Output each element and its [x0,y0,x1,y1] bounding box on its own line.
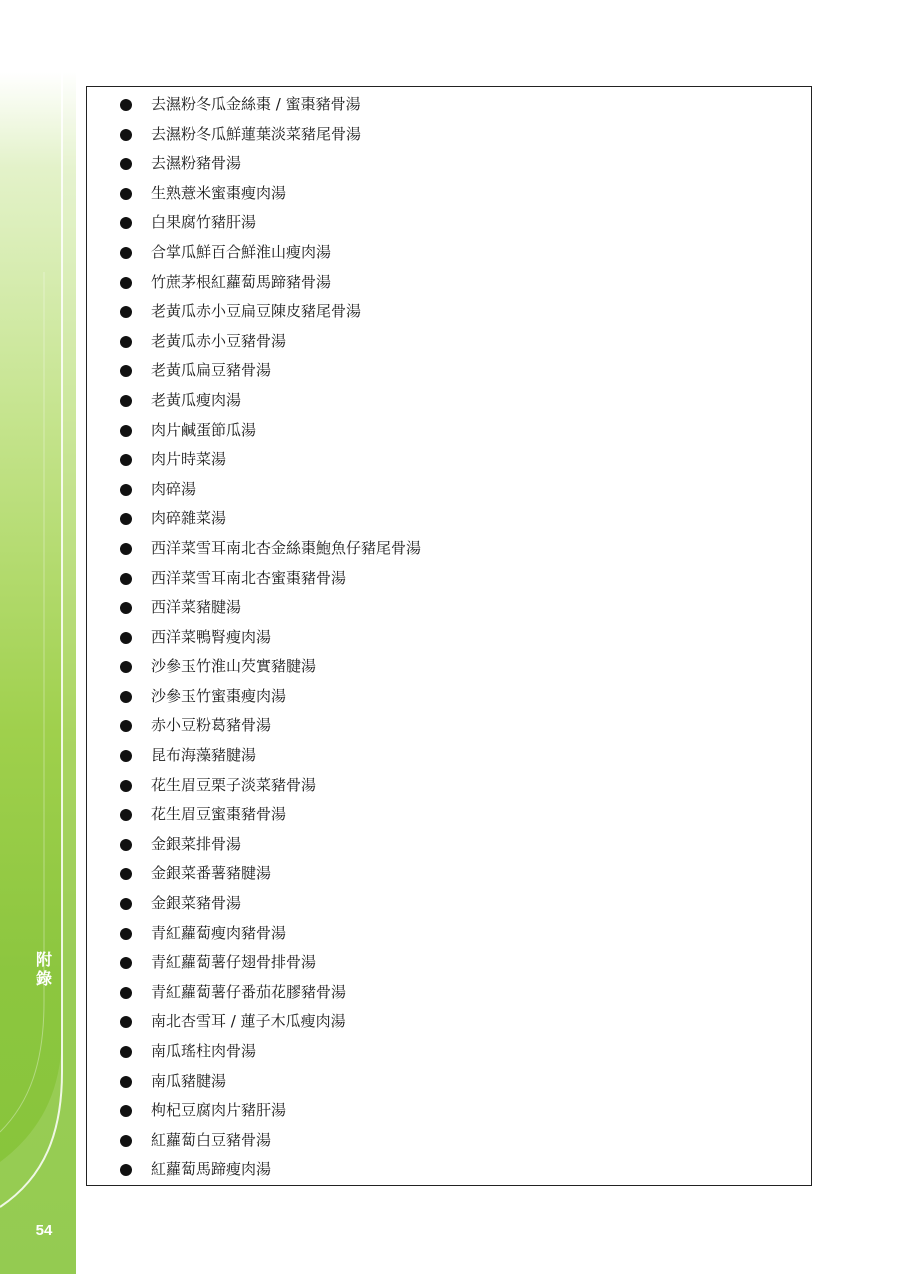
recipe-name: 花生眉豆蜜棗豬骨湯 [151,805,287,824]
bullet-icon [120,188,132,200]
side-tab [0,72,76,1274]
list-item [87,800,811,830]
recipe-name: 金銀菜番薯豬腱湯 [151,864,272,883]
bullet-icon [120,868,132,880]
recipe-list [87,90,811,1185]
bullet-icon [120,780,132,792]
recipe-name: 肉片鹹蛋節瓜湯 [151,420,257,439]
recipe-name: 青紅蘿蔔薯仔番茄花膠豬骨湯 [151,982,347,1001]
recipe-name: 老黃瓜扁豆豬骨湯 [151,361,272,380]
list-item [87,268,811,298]
bullet-icon [120,1046,132,1058]
list-item [87,564,811,594]
recipe-name: 西洋菜雪耳南北杏蜜棗豬骨湯 [151,568,347,587]
recipe-name: 沙參玉竹淮山芡實豬腱湯 [151,657,317,676]
bullet-icon [120,306,132,318]
list-item [87,1007,811,1037]
recipe-name: 赤小豆粉葛豬骨湯 [151,716,272,735]
bullet-icon [120,1076,132,1088]
list-item [87,504,811,534]
recipe-name: 肉片時菜湯 [151,450,227,469]
recipe-name: 白果腐竹豬肝湯 [151,213,257,232]
recipe-name: 生熟薏米蜜棗瘦肉湯 [151,183,287,202]
decorative-curve [0,72,76,1274]
list-item [87,416,811,446]
recipe-name: 老黃瓜赤小豆豬骨湯 [151,331,287,350]
recipe-name: 合掌瓜鮮百合鮮淮山瘦肉湯 [151,242,332,261]
list-item [87,948,811,978]
bullet-icon [120,484,132,496]
recipe-name: 金銀菜排骨湯 [151,834,242,853]
recipe-name: 南瓜瑤柱肉骨湯 [151,1042,257,1060]
list-item [87,859,811,889]
list-item [87,1067,811,1097]
recipe-name: 去濕粉冬瓜金絲棗 / 蜜棗豬骨湯 [151,95,361,113]
recipe-name: 老黃瓜瘦肉湯 [151,390,242,409]
list-item [87,90,811,120]
list-item [87,741,811,771]
list-item [87,179,811,209]
list-item [87,445,811,475]
bullet-icon [120,661,132,673]
list-item [87,771,811,801]
bullet-icon [120,987,132,999]
bullet-icon [120,158,132,170]
list-item [87,356,811,386]
list-item [87,652,811,682]
recipe-name: 南瓜豬腱湯 [151,1071,227,1090]
bullet-icon [120,898,132,910]
list-item [87,238,811,268]
list-item [87,830,811,860]
list-item [87,120,811,150]
recipe-name: 去濕粉豬骨湯 [151,154,242,173]
list-item [87,297,811,327]
bullet-icon [120,277,132,289]
bullet-icon [120,99,132,111]
bullet-icon [120,336,132,348]
page-number: 54 [35,1222,53,1239]
recipe-name: 竹蔗茅根紅蘿蔔馬蹄豬骨湯 [151,272,332,291]
bullet-icon [120,1016,132,1028]
list-item [87,386,811,416]
recipe-name: 青紅蘿蔔薯仔翅骨排骨湯 [151,953,317,972]
bullet-icon [120,573,132,585]
recipe-name: 肉碎湯 [151,479,197,498]
bullet-icon [120,1105,132,1117]
bullet-icon [120,691,132,703]
list-item [87,475,811,505]
list-item [87,327,811,357]
bullet-icon [120,513,132,525]
recipe-name: 西洋菜鴨腎瘦肉湯 [151,627,272,646]
list-item [87,1126,811,1156]
bullet-icon [120,217,132,229]
bullet-icon [120,395,132,407]
bullet-icon [120,602,132,614]
section-label: 附錄 [35,950,52,988]
list-item [87,889,811,919]
list-item [87,208,811,238]
recipe-list-box [86,86,812,1186]
bullet-icon [120,632,132,644]
bullet-icon [120,454,132,466]
bullet-icon [120,1135,132,1147]
bullet-icon [120,365,132,377]
bullet-icon [120,247,132,259]
list-item [87,1096,811,1126]
list-item [87,593,811,623]
bullet-icon [120,809,132,821]
recipe-name: 紅蘿蔔馬蹄瘦肉湯 [151,1160,272,1179]
list-item [87,682,811,712]
bullet-icon [120,957,132,969]
recipe-name: 西洋菜雪耳南北杏金絲棗鮑魚仔豬尾骨湯 [151,538,422,557]
bullet-icon [120,928,132,940]
list-item [87,1037,811,1067]
recipe-name: 枸杞豆腐肉片豬肝湯 [151,1101,287,1120]
list-item [87,534,811,564]
list-item [87,149,811,179]
recipe-name: 昆布海藻豬腱湯 [151,746,257,765]
recipe-name: 青紅蘿蔔瘦肉豬骨湯 [151,923,287,942]
bullet-icon [120,543,132,555]
bullet-icon [120,1164,132,1176]
recipe-name: 金銀菜豬骨湯 [151,894,242,913]
list-item [87,919,811,949]
bullet-icon [120,425,132,437]
recipe-name: 去濕粉冬瓜鮮蓮葉淡菜豬尾骨湯 [151,124,362,143]
recipe-name: 花生眉豆栗子淡菜豬骨湯 [151,775,317,794]
bullet-icon [120,720,132,732]
recipe-name: 老黃瓜赤小豆扁豆陳皮豬尾骨湯 [151,302,362,321]
recipe-name: 沙參玉竹蜜棗瘦肉湯 [151,686,287,705]
bullet-icon [120,129,132,141]
bullet-icon [120,839,132,851]
recipe-name: 肉碎雜菜湯 [151,509,227,528]
list-item [87,711,811,741]
recipe-name: 紅蘿蔔白豆豬骨湯 [151,1130,272,1149]
recipe-name: 南北杏雪耳 / 蓮子木瓜瘦肉湯 [151,1012,346,1031]
bullet-icon [120,750,132,762]
list-item [87,1155,811,1185]
recipe-name: 西洋菜豬腱湯 [151,598,242,617]
list-item [87,623,811,653]
list-item [87,978,811,1008]
